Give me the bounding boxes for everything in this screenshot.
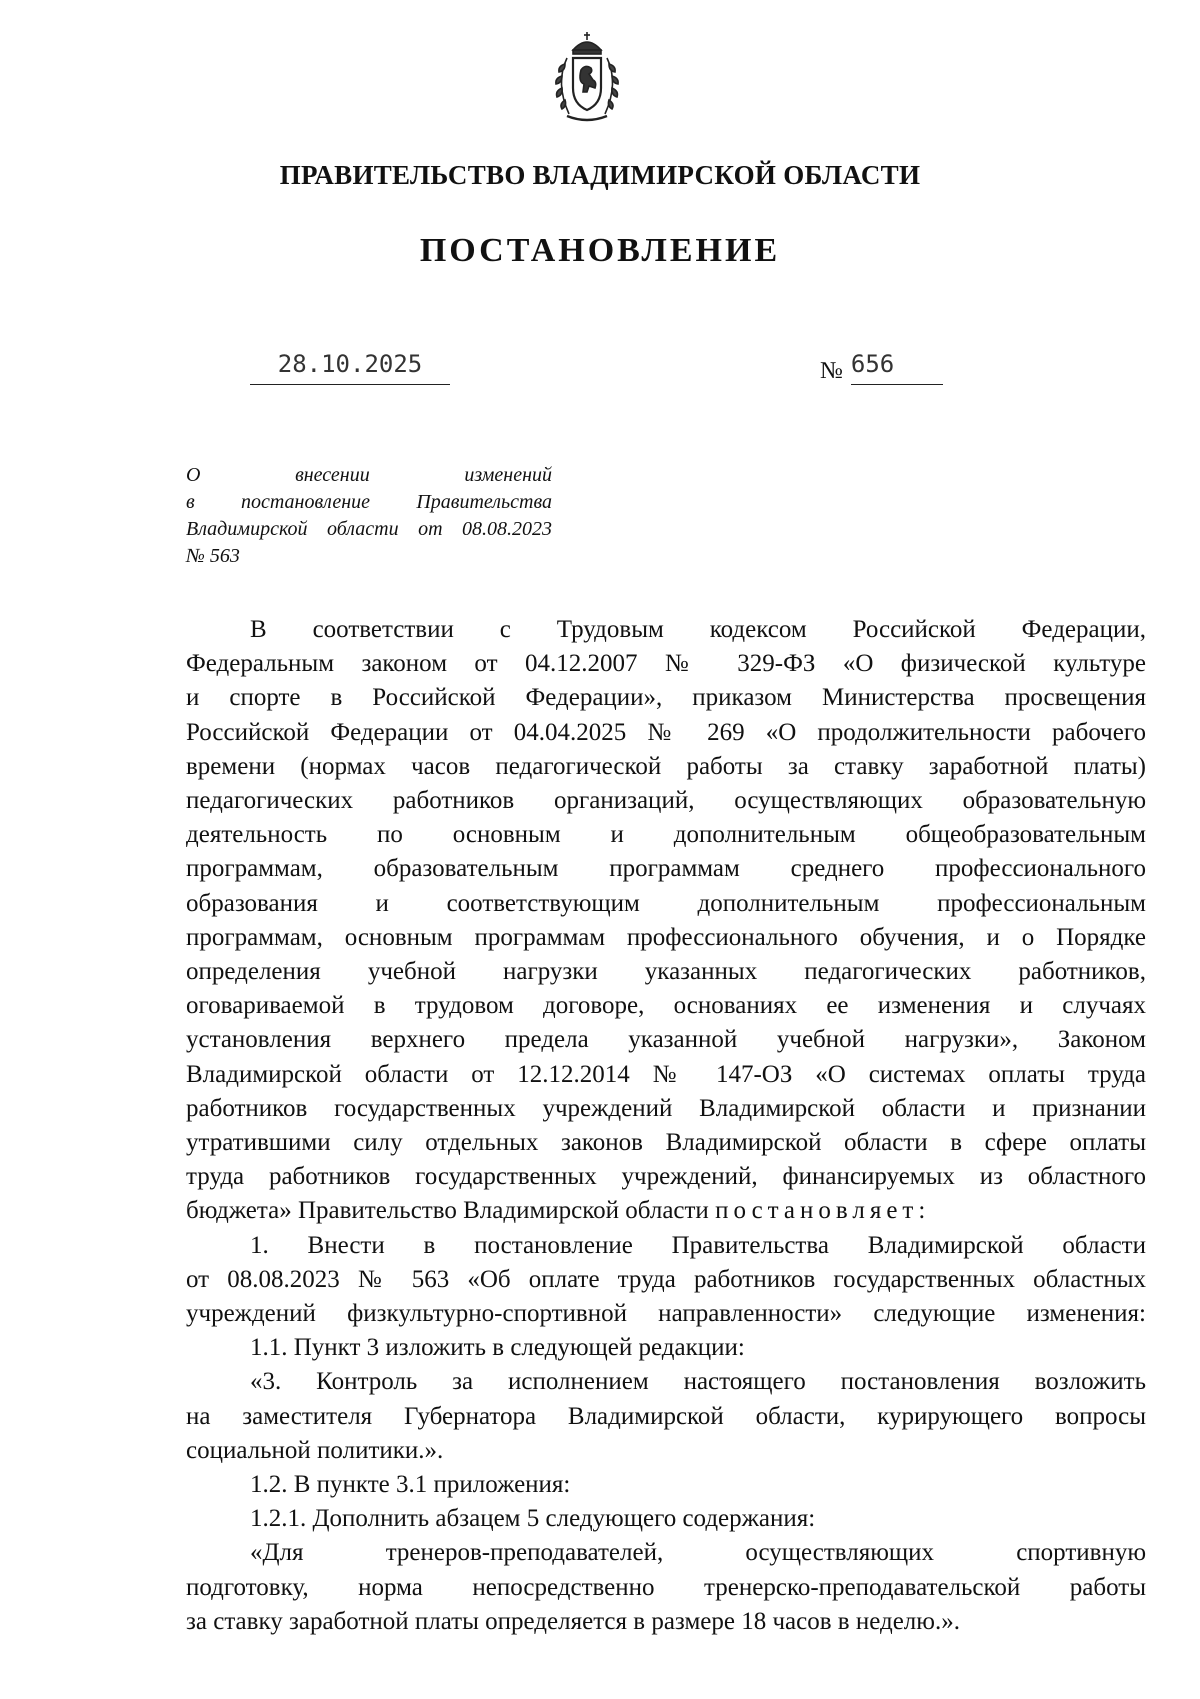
text-line: труда работников государственных учреждений, финансируемых из областного bbox=[186, 1163, 1146, 1191]
document-date: 28.10.2025 bbox=[250, 350, 450, 385]
text-line: Федеральным законом от 04.12.2007 № 329-ФЗ «О физической культуре bbox=[186, 650, 1146, 678]
text-line: работников государственных учреждений Владимирской области и признании bbox=[186, 1094, 1146, 1122]
quote-line: социальной политики.». bbox=[186, 1436, 444, 1464]
government-title: ПРАВИТЕЛЬСТВО ВЛАДИМИРСКОЙ ОБЛАСТИ bbox=[279, 160, 921, 190]
subject-line: в постановление Правительства bbox=[186, 491, 552, 513]
quote-line: «3. Контроль за исполнением настоящего постановления возложить bbox=[250, 1368, 1146, 1396]
text-line: времени (нормах часов педагогической работы за ставку заработной платы) bbox=[186, 752, 1146, 780]
subject-block bbox=[186, 462, 552, 570]
subject-line: Владимирской области от 08.08.2023 bbox=[186, 518, 552, 540]
text-line: Владимирской области от 12.12.2014 № 147-ОЗ «О системах оплаты труда bbox=[186, 1060, 1146, 1088]
quote-line: за ставку заработной платы определяется в размере 18 часов в неделю.». bbox=[186, 1607, 960, 1635]
quote-line: «Для тренеров-преподавателей, осуществляющих спортивную bbox=[250, 1539, 1146, 1567]
subject-line: О внесении изменений bbox=[186, 464, 552, 486]
text-line: оговариваемой в трудовом договоре, основаниях ее изменения и случаях bbox=[186, 992, 1146, 1020]
item-1-line: 1. Внести в постановление Правительства Владимирской области bbox=[250, 1231, 1146, 1259]
text-line: Российской Федерации от 04.04.2025 № 269 «О продолжительности рабочего bbox=[186, 718, 1146, 746]
document-type: ПОСТАНОВЛЕНИЕ bbox=[419, 232, 781, 269]
item-1-1: 1.1. Пункт 3 изложить в следующей редакции: bbox=[250, 1334, 745, 1362]
document-body bbox=[186, 613, 1146, 1639]
item-1-line: учреждений физкультурно-спортивной направленности» следующие изменения: bbox=[186, 1300, 1146, 1328]
text-line: утратившими силу отдельных законов Владимирской области в сфере оплаты bbox=[186, 1129, 1146, 1157]
subject-line: № 563 bbox=[186, 545, 240, 567]
text-line: установления верхнего предела указанной учебной нагрузки», Законом bbox=[186, 1026, 1146, 1054]
text-line bbox=[186, 1194, 1146, 1228]
text-line: программам, основным программам профессионального обучения, и о Порядке bbox=[186, 923, 1146, 951]
quote-line: подготовку, норма непосредственно тренерско-преподавательской работы bbox=[186, 1573, 1146, 1601]
preamble-paragraph bbox=[186, 613, 1146, 647]
text-line: программам, образовательным программам среднего профессионального bbox=[186, 855, 1146, 883]
text-line: и спорте в Российской Федерации», приказом Министерства просвещения bbox=[186, 684, 1146, 712]
text-line: определения учебной нагрузки указанных педагогических работников, bbox=[186, 958, 1146, 986]
item-1-2-1: 1.2.1. Дополнить абзацем 5 следующего содержания: bbox=[250, 1505, 816, 1533]
text-line: В соответствии с Трудовым кодексом Российской Федерации, bbox=[250, 616, 1146, 643]
quote-line: на заместителя Губернатора Владимирской области, курирующего вопросы bbox=[186, 1402, 1146, 1430]
text-line: образования и соответствующим дополнительным профессиональным bbox=[186, 889, 1146, 917]
item-1-line: от 08.08.2023 № 563 «Об оплате труда работников государственных областных bbox=[186, 1265, 1146, 1293]
text-line: деятельность по основным и дополнительным общеобразовательным bbox=[186, 821, 1146, 849]
item-1-2: 1.2. В пункте 3.1 приложения: bbox=[250, 1471, 571, 1499]
decree-verb: постановляет: bbox=[715, 1197, 931, 1225]
document-number bbox=[820, 350, 943, 385]
text-fragment: бюджета» Правительство Владимирской области bbox=[186, 1197, 716, 1225]
text-line: педагогических работников организаций, осуществляющих образовательную bbox=[186, 787, 1146, 815]
number-value: 656 bbox=[851, 350, 943, 385]
number-sign: № bbox=[820, 358, 843, 384]
coat-of-arms-icon bbox=[537, 28, 637, 128]
